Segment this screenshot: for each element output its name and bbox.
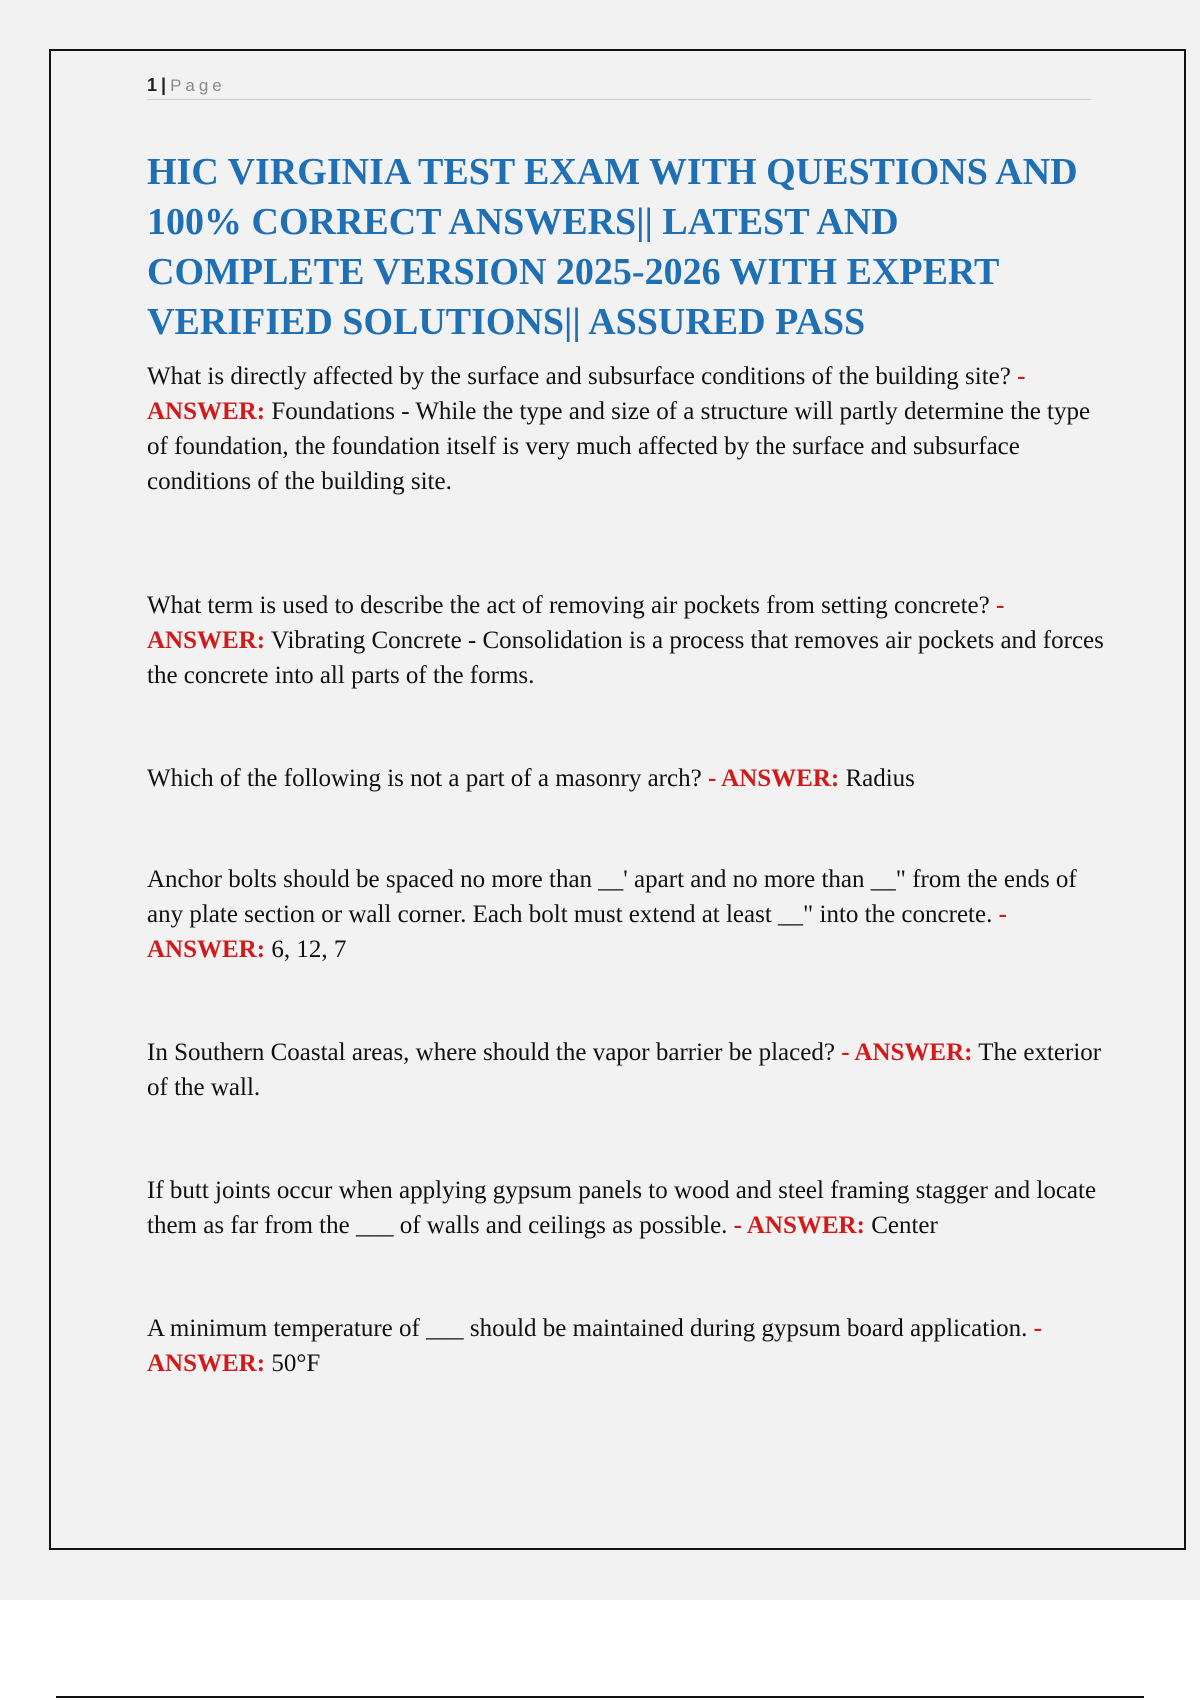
answer-label: - ANSWER: [147, 363, 1026, 425]
answer-label: - ANSWER: [147, 901, 1007, 963]
answer-label: - ANSWER: [147, 1315, 1042, 1377]
answer-text: 50°F [271, 1350, 321, 1377]
document-title: HIC VIRGINIA TEST EXAM WITH QUESTIONS AND 100% CORRECT ANSWERS|| LATEST AND COMPLETE VERSION 2025-2026 WITH EXPERT VERIFIED SOLUTIONS|| ASSURED PASS [147, 151, 1078, 343]
answer-label: - ANSWER: [707, 765, 840, 792]
answer-text: Vibrating Concrete - Consolidation is a process that removes air pockets and forces the concrete into all parts of the forms. [147, 627, 1104, 689]
qa-item [147, 359, 1107, 499]
answer-text: Center [871, 1212, 938, 1239]
page-number: 1 [147, 75, 158, 95]
page-header [147, 73, 1091, 100]
question-text: In Southern Coastal areas, where should the vapor barrier be placed? [147, 1039, 835, 1066]
qa-item [147, 862, 1107, 967]
answer-text: 6, 12, 7 [271, 936, 347, 963]
page-word: Page [170, 76, 226, 95]
page-separator: | [161, 75, 167, 95]
question-text: A minimum temperature of ___ should be maintained during gypsum board application. [147, 1315, 1028, 1342]
question-text: What is directly affected by the surface and subsurface conditions of the building site? [147, 363, 1011, 390]
question-text: If butt joints occur when applying gypsum panels to wood and steel framing stagger and locate them as far from the ___ of walls and ceilings as possible. [147, 1177, 1097, 1239]
answer-label: - ANSWER: [841, 1039, 973, 1066]
qa-item [147, 588, 1107, 693]
qa-item [147, 1173, 1107, 1243]
answer-label: - ANSWER: [733, 1212, 865, 1239]
answer-label: - ANSWER: [147, 592, 1005, 654]
answer-text: The exterior of the wall. [147, 1039, 1102, 1101]
question-text: What term is used to describe the act of removing air pockets from setting concrete? [147, 592, 990, 619]
question-text: Anchor bolts should be spaced no more than __' apart and no more than __" from the ends of any plate section or wall corner. Each bolt must extend at least __" into the concrete. [147, 866, 1077, 928]
qa-item [147, 761, 1107, 796]
answer-text: Radius [845, 765, 915, 792]
next-page-top-rule [56, 1696, 1144, 1698]
qa-list [147, 359, 1107, 1381]
qa-item [147, 1035, 1107, 1105]
answer-text: Foundations - While the type and size of a structure will partly determine the type of foundation, the foundation itself is very much affected by the surface and subsurface conditions of the building site. [147, 398, 1091, 495]
page-frame [49, 49, 1186, 1550]
qa-item [147, 1311, 1107, 1381]
question-text: Which of the following is not a part of a masonry arch? [147, 765, 702, 792]
